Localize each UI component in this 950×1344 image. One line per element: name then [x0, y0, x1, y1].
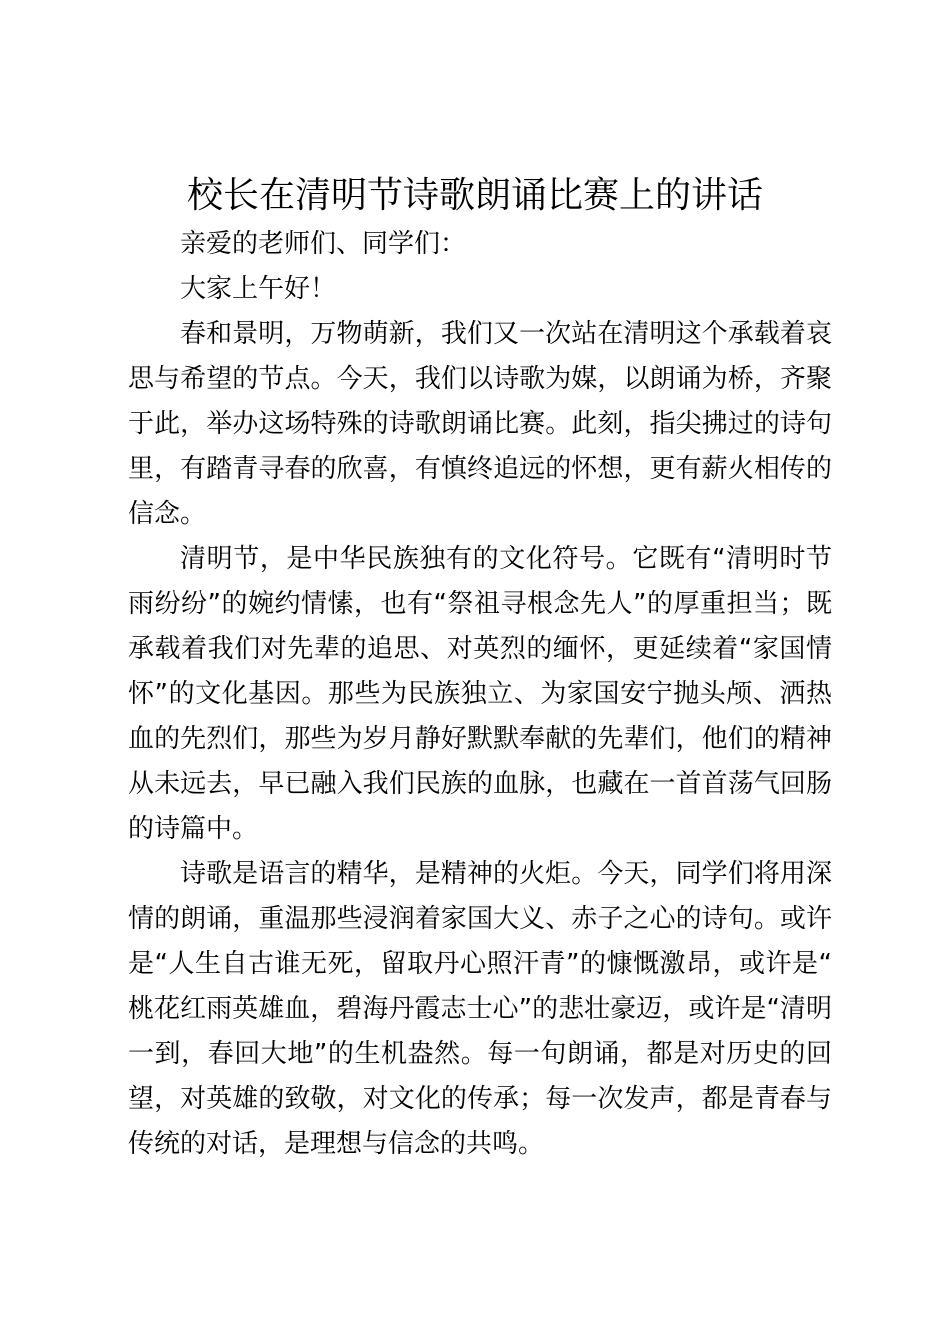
- paragraph: 春和景明，万物萌新，我们又一次站在清明这个承载着哀思与希望的节点。今天，我们以诗歌为媒，以朗诵为桥，齐聚于此，举办这场特殊的诗歌朗诵比赛。此刻，指尖拂过的诗句里，有踏青寻春的欣喜，有慎终追远的怀想，更有薪火相传的信念。: [128, 319, 832, 529]
- greeting: 大家上午好！: [180, 274, 337, 304]
- document-title: 校长在清明节诗歌朗诵比赛上的讲话: [186, 175, 763, 216]
- salutation: 亲爱的老师们、同学们：: [180, 229, 467, 259]
- document-body: [128, 222, 832, 1167]
- paragraph: 清明节，是中华民族独有的文化符号。它既有“清明时节雨纷纷”的婉约情愫，也有“祭祖寻根念先人”的厚重担当；既承载着我们对先辈的追思、对英烈的缅怀，更延续着“家国情怀”的文化基因。那些为民族独立、为家国安宁抛头颅、洒热血的先烈们，那些为岁月静好默默奉献的先辈们，他们的精神从未远去，早已融入我们民族的血脉，也藏在一首首荡气回肠的诗篇中。: [128, 544, 832, 844]
- paragraph: 诗歌是语言的精华，是精神的火炬。今天，同学们将用深情的朗诵，重温那些浸润着家国大义、赤子之心的诗句。或许是“人生自古谁无死，留取丹心照汗青”的慷慨激昂，或许是“桃花红雨英雄血，碧海丹霞志士心”的悲壮豪迈，或许是“清明一到，春回大地”的生机盎然。每一句朗诵，都是对历史的回望，对英雄的致敬，对文化的传承；每一次发声，都是青春与传统的对话，是理想与信念的共鸣。: [128, 859, 832, 1159]
